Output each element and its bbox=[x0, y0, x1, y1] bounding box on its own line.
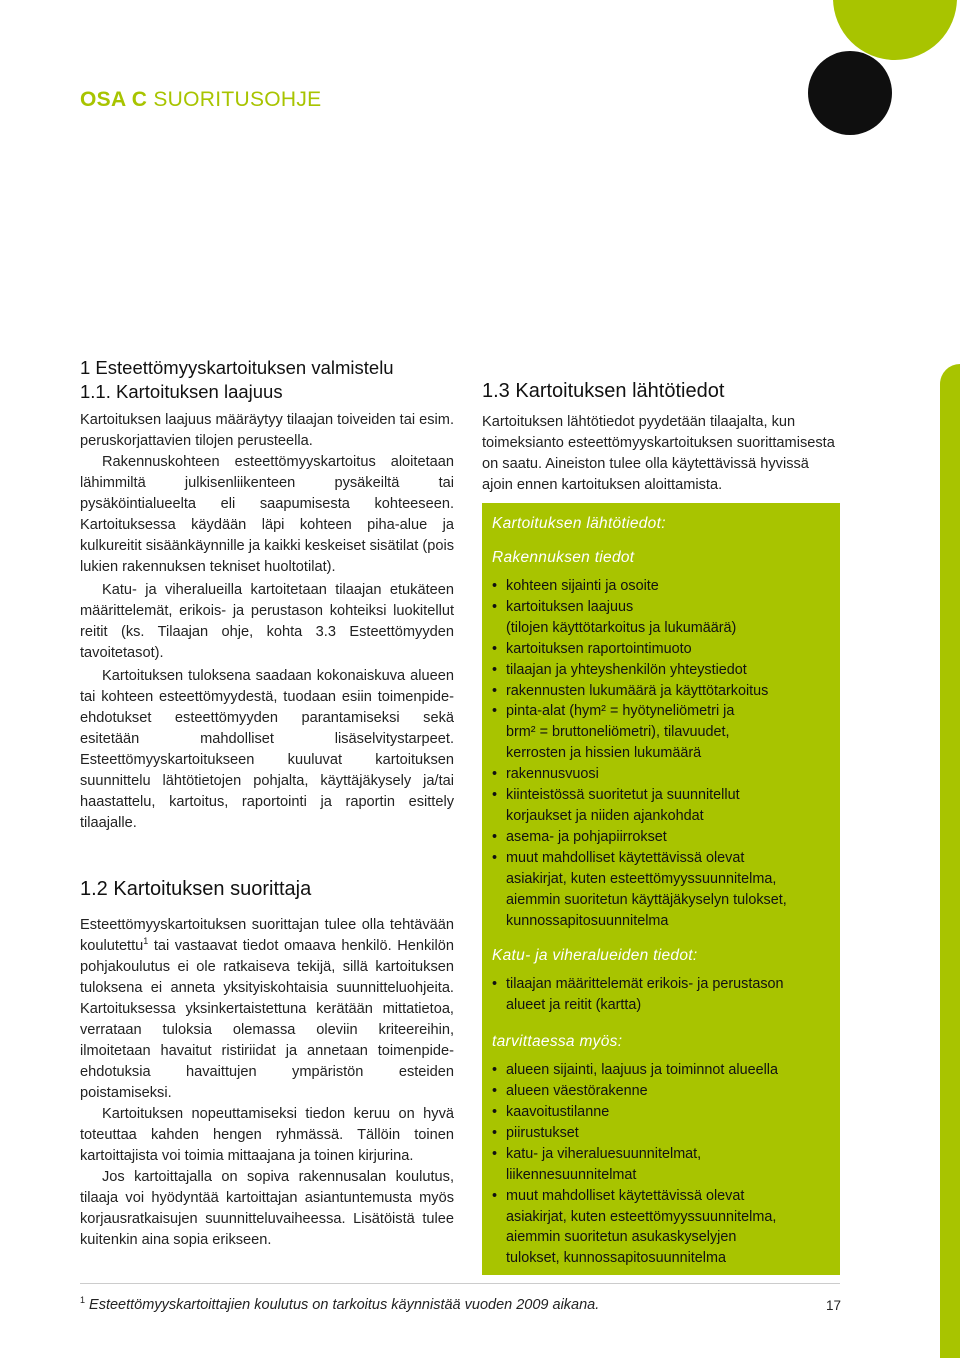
right-column bbox=[482, 380, 842, 496]
section12-body bbox=[80, 915, 454, 1251]
list-item: • muut mahdolliset käytettävissä olevat bbox=[492, 1186, 830, 1207]
header-title: SUORITUSOHJE bbox=[153, 88, 322, 111]
decorative-circles bbox=[790, 0, 960, 140]
list-item: • kiinteistössä suoritetut ja suunnitellut bbox=[492, 785, 830, 806]
paragraph: Jos kartoittajalla on sopiva rakennusalan koulutus, tilaaja voi hyödyntää kartoittajan asiantuntemusta myös korjausratkaisujen suunnitteluvaiheessa. Lisätöistä tulee kuitenkin aina sopia erikseen. bbox=[80, 1169, 454, 1248]
list-item: • rakennusvuosi bbox=[492, 764, 830, 785]
list-item: tulokset, kunnossapitosuunnitelma bbox=[506, 1250, 726, 1267]
footnote-marker: 1 bbox=[80, 1295, 86, 1306]
paragraph: Katu- ja viheralueilla kartoitetaan tilaajan etukäteen määrittelemät, erikois- ja perustason kohteiksi luokitellut reitit (ks. Tilaajan ohje, kohta 3.3 Esteettömyyden tavoitetasot). bbox=[80, 582, 454, 661]
info-box-title: Kartoituksen lähtötiedot: bbox=[492, 515, 666, 532]
group1-title: Rakennuksen tiedot bbox=[492, 549, 635, 566]
side-accent-bar bbox=[940, 364, 960, 1358]
group1-list bbox=[492, 576, 830, 931]
paragraph-text: tai vastaavat tiedot omaava henkilö. Henkilön pohjakoulutus ei ole ratkaiseva tekijä, sillä kartoituksen tuloksena ei anneta yksityiskohtaisia suunnitteluohjeita. Kartoituksessa yksinkertaistettuna kerätään mittatietoa, verrataan tuloksia olemassa oleviin kriteereihin, ilmoitetaan havaitut ristiriidat ja annetaan toimenpide-ehdotuksia havaittujen ympäristön esteiden poistamiseksi. bbox=[80, 938, 454, 1101]
paragraph-text: Esteettömyyskartoituksen suorittajan tulee olla tehtävään koulutettu bbox=[80, 917, 454, 954]
list-item: • alueen sijainti, laajuus ja toiminnot alueella bbox=[492, 1060, 830, 1081]
green-circle-decoration bbox=[833, 0, 957, 60]
page-number: 17 bbox=[826, 1298, 842, 1313]
paragraph: Kartoituksen nopeuttamiseksi tiedon keruu on hyvä toteuttaa kahden hengen ryhmässä. Tällöin toinen kartoittajista voi toimia mittaajana ja toinen kirjurina. bbox=[80, 1106, 454, 1164]
group3-title: tarvittaessa myös: bbox=[492, 1033, 623, 1051]
group3-list bbox=[492, 1060, 830, 1269]
list-item: alueet ja reitit (kartta) bbox=[506, 997, 642, 1014]
list-item: brm² = bruttoneliömetri), tilavuudet, bbox=[506, 724, 730, 741]
list-item: aiemmin suoritetun käyttäjäkyselyn tulokset, bbox=[506, 891, 787, 908]
list-item: • tilaajan määrittelemät erikois- ja perustason bbox=[492, 974, 830, 995]
section11-body bbox=[80, 410, 454, 834]
list-item: • muut mahdolliset käytettävissä olevat bbox=[492, 848, 830, 869]
list-item: • piirustukset bbox=[492, 1123, 830, 1144]
list-item: korjaukset ja niiden ajankohdat bbox=[506, 807, 704, 824]
list-item: • tilaajan ja yhteyshenkilön yhteystiedot bbox=[492, 660, 830, 681]
list-item: asiakirjat, kuten esteettömyyssuunnitelma, bbox=[506, 870, 777, 887]
section1-heading: 1 Esteettömyyskartoituksen valmistelu bbox=[80, 357, 394, 378]
list-item: kunnossapitosuunnitelma bbox=[506, 912, 669, 929]
left-column bbox=[80, 356, 454, 1251]
list-item: liikennesuunnitelmat bbox=[506, 1166, 637, 1183]
list-item: aiemmin suoritetun asukaskyselyjen bbox=[506, 1229, 737, 1246]
section13-heading: 1.3 Kartoituksen lähtötiedot bbox=[482, 380, 725, 402]
list-item: • kaavoitustilanne bbox=[492, 1102, 830, 1123]
list-item: • pinta-alat (hym² = hyötyneliömetri ja bbox=[492, 701, 830, 722]
footnote bbox=[80, 1297, 599, 1313]
info-box bbox=[482, 503, 840, 1275]
footnote-divider bbox=[80, 1283, 840, 1284]
list-item: (tilojen käyttötarkoitus ja lukumäärä) bbox=[506, 619, 737, 636]
list-item: • kohteen sijainti ja osoite bbox=[492, 576, 830, 597]
paragraph: Rakennuskohteen esteettömyyskartoitus aloitetaan lähimmiltä julkisenliikenteen pysäkeiltä tai pysäköintialueelta eli saapumisesta kohteeseen. Kartoituksessa käydään läpi kohteen piha-alue ja kulkureitit sisäänkäynnille ja kaikki keskeiset sisätilat (pois lukien rakennuksen tekniset huoltotilat). bbox=[80, 454, 454, 575]
footnote-text: Esteettömyyskartoittajien koulutus on tarkoitus käynnistää vuoden 2009 aikana. bbox=[89, 1297, 600, 1313]
list-item: asiakirjat, kuten esteettömyyssuunnitelma, bbox=[506, 1208, 777, 1225]
section13-body: Kartoituksen lähtötiedot pyydetään tilaajalta, kun toimeksianto esteettömyyskartoituksen suorittamisesta on saatu. Aineiston tulee olla käytettävissä hyvissä ajoin ennen kartoituksen aloittamista. bbox=[482, 414, 835, 493]
paragraph: Kartoituksen tuloksena saadaan kokonaiskuva alueen tai kohteen esteettömyydestä, tuodaan esiin toimenpide-ehdotukset esteettömyyden parantamiseksi sekä esitetään mahdolliset lisäselvitystarpeet. Esteettömyyskartoitukseen kuuluvat kartoituksen suunnittelu lähtötietojen pohjalta, käyttäjäkysely ja/tai haastattelu, kartoitus, raportointi ja raportin esittely tilaajalle. bbox=[80, 668, 454, 831]
section12-heading: 1.2 Kartoituksen suorittaja bbox=[80, 878, 312, 900]
footnote-ref: 1 bbox=[143, 936, 149, 947]
list-item: kerrosten ja hissien lukumäärä bbox=[506, 745, 702, 762]
black-circle-decoration bbox=[808, 51, 892, 135]
list-item: • kartoituksen laajuus bbox=[492, 597, 830, 618]
list-item: • alueen väestörakenne bbox=[492, 1081, 830, 1102]
header-part: OSA C bbox=[80, 88, 148, 111]
paragraph: Kartoituksen laajuus määräytyy tilaajan toiveiden tai esim. peruskorjattavien tilojen perusteella. bbox=[80, 412, 454, 449]
section11-heading: 1.1. Kartoituksen laajuus bbox=[80, 381, 283, 402]
list-item: • rakennusten lukumäärä ja käyttötarkoitus bbox=[492, 681, 830, 702]
paragraph bbox=[80, 915, 454, 1104]
group2-title: Katu- ja viheralueiden tiedot: bbox=[492, 947, 698, 965]
list-item: • asema- ja pohjapiirrokset bbox=[492, 827, 830, 848]
list-item: • kartoituksen raportointimuoto bbox=[492, 639, 830, 660]
group2-list bbox=[492, 974, 830, 1016]
list-item: • katu- ja viheraluesuunnitelmat, bbox=[492, 1144, 830, 1165]
page-header bbox=[80, 88, 322, 112]
